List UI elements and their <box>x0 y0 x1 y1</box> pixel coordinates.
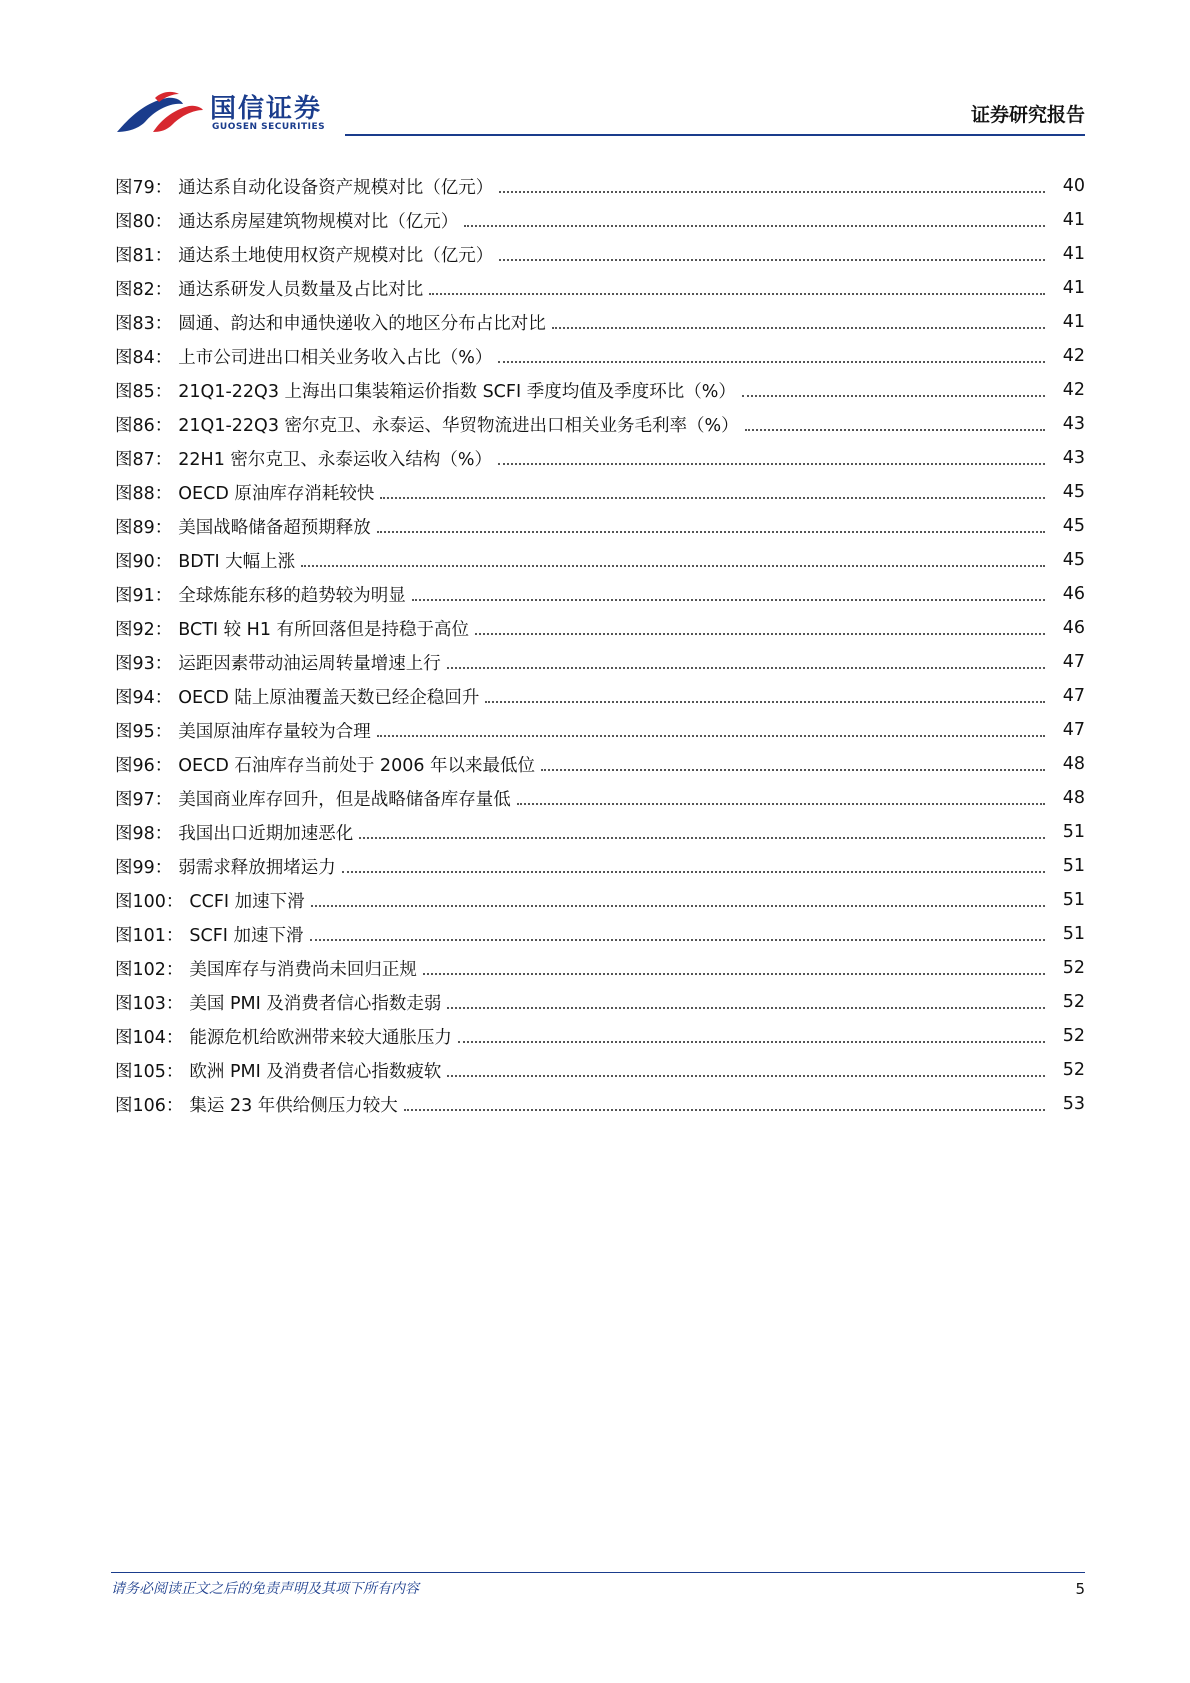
toc-entry-label: 图97： <box>115 789 173 810</box>
toc-leader-dots <box>423 972 1045 975</box>
page-number: 5 <box>1075 1580 1085 1598</box>
toc-entry-title: 美国 PMI 及消费者信心指数走弱 <box>189 993 442 1014</box>
report-type: 证券研究报告 <box>970 104 1085 126</box>
toc-entry[interactable] <box>115 577 1085 611</box>
toc-entry-page: 46 <box>1062 584 1085 604</box>
toc-entry-page: 43 <box>1062 414 1085 434</box>
toc-entry-label: 图84： <box>115 347 173 368</box>
toc-leader-dots <box>498 360 1045 363</box>
toc-entry-label: 图102： <box>115 959 184 980</box>
guosen-logo-icon <box>115 88 205 136</box>
toc-entry-title: 上市公司进出口相关业务收入占比（%） <box>178 347 493 368</box>
toc-entry[interactable] <box>115 611 1085 645</box>
toc-entry-page: 46 <box>1062 618 1085 638</box>
toc-entry[interactable] <box>115 475 1085 509</box>
toc-entry[interactable] <box>115 747 1085 781</box>
toc-leader-dots <box>541 768 1045 771</box>
toc-entry-label: 图88： <box>115 483 173 504</box>
toc-entry-page: 45 <box>1062 516 1085 536</box>
toc-entry[interactable] <box>115 781 1085 815</box>
toc-entry-title: 通达系研发人员数量及占比对比 <box>178 279 424 300</box>
toc-entry[interactable] <box>115 1053 1085 1087</box>
toc-entry-page: 51 <box>1062 856 1085 876</box>
toc-entry-page: 42 <box>1062 346 1085 366</box>
toc-entry-label: 图98： <box>115 823 173 844</box>
toc-entry-label: 图90： <box>115 551 173 572</box>
toc-entry-label: 图87： <box>115 449 173 470</box>
toc-entry[interactable] <box>115 883 1085 917</box>
toc-entry[interactable] <box>115 1087 1085 1121</box>
toc-entry-label: 图92： <box>115 619 173 640</box>
page-header <box>115 82 1085 140</box>
toc-entry-title: 圆通、韵达和申通快递收入的地区分布占比对比 <box>178 313 546 334</box>
toc-entry-label: 图81： <box>115 245 173 266</box>
toc-entry-title: 21Q1-22Q3 密尔克卫、永泰运、华贸物流进出口相关业务毛利率（%） <box>178 415 739 436</box>
toc-leader-dots <box>464 224 1045 227</box>
toc-leader-dots <box>498 462 1045 465</box>
toc-leader-dots <box>377 734 1045 737</box>
toc-leader-dots <box>412 598 1045 601</box>
toc-entry-label: 图82： <box>115 279 173 300</box>
logo-cn-text: 国信证券 <box>210 94 323 124</box>
toc-leader-dots <box>499 190 1045 193</box>
toc-entry-title: 美国战略储备超预期释放 <box>178 517 371 538</box>
toc-leader-dots <box>359 836 1045 839</box>
toc-entry-page: 52 <box>1062 958 1085 978</box>
toc-entry[interactable] <box>115 543 1085 577</box>
toc-entry-label: 图104： <box>115 1027 184 1048</box>
toc-entry-title: 全球炼能东移的趋势较为明显 <box>178 585 406 606</box>
toc-entry-title: 欧洲 PMI 及消费者信心指数疲软 <box>189 1061 442 1082</box>
toc-entry-label: 图83： <box>115 313 173 334</box>
toc-leader-dots <box>311 904 1045 907</box>
toc-entry-title: 通达系土地使用权资产规模对比（亿元） <box>178 245 494 266</box>
toc-entry-label: 图85： <box>115 381 173 402</box>
toc-entry-page: 43 <box>1062 448 1085 468</box>
toc-leader-dots <box>458 1040 1045 1043</box>
toc-entry-label: 图86： <box>115 415 173 436</box>
footer-disclaimer: 请务必阅读正文之后的免责声明及其项下所有内容 <box>111 1581 419 1597</box>
toc-entry[interactable] <box>115 373 1085 407</box>
toc-entry-title: 21Q1-22Q3 上海出口集装箱运价指数 SCFI 季度均值及季度环比（%） <box>178 381 736 402</box>
toc-entry-title: BDTI 大幅上涨 <box>178 551 296 572</box>
toc-entry-title: SCFI 加速下滑 <box>189 925 304 946</box>
toc-entry-label: 图79： <box>115 177 173 198</box>
toc-leader-dots <box>447 1074 1045 1077</box>
toc-entry[interactable] <box>115 237 1085 271</box>
toc-entry-page: 41 <box>1062 312 1085 332</box>
toc-entry-page: 47 <box>1062 720 1085 740</box>
toc-leader-dots <box>745 428 1045 431</box>
toc-entry-page: 51 <box>1062 890 1085 910</box>
toc-entry[interactable] <box>115 271 1085 305</box>
toc-entry-page: 51 <box>1062 822 1085 842</box>
toc-entry-page: 52 <box>1062 1026 1085 1046</box>
toc-entry-title: 22H1 密尔克卫、永泰运收入结构（%） <box>178 449 493 470</box>
toc-entry[interactable] <box>115 441 1085 475</box>
toc-leader-dots <box>377 530 1045 533</box>
toc-entry-label: 图94： <box>115 687 173 708</box>
toc-entry-title: 能源危机给欧洲带来较大通胀压力 <box>189 1027 452 1048</box>
toc-entry-page: 52 <box>1062 1060 1085 1080</box>
toc-entry-page: 53 <box>1062 1094 1085 1114</box>
toc-entry-page: 45 <box>1062 550 1085 570</box>
toc-entry[interactable] <box>115 951 1085 985</box>
toc-leader-dots <box>429 292 1045 295</box>
toc-entry-page: 51 <box>1062 924 1085 944</box>
toc-leader-dots <box>499 258 1045 261</box>
toc-entry-label: 图96： <box>115 755 173 776</box>
toc-entry-label: 图95： <box>115 721 173 742</box>
logo-en-text: GUOSEN SECURITIES <box>212 122 326 132</box>
toc-entry-label: 图91： <box>115 585 173 606</box>
toc-entry-title: 集运 23 年供给侧压力较大 <box>189 1095 398 1116</box>
toc-entry-title: OECD 石油库存当前处于 2006 年以来最低位 <box>178 755 536 776</box>
toc-entry-page: 48 <box>1062 788 1085 808</box>
toc-entry-page: 48 <box>1062 754 1085 774</box>
toc-leader-dots <box>742 394 1045 397</box>
toc-leader-dots <box>310 938 1045 941</box>
toc-entry[interactable] <box>115 645 1085 679</box>
toc-entry[interactable] <box>115 509 1085 543</box>
toc-leader-dots <box>404 1108 1045 1111</box>
toc-entry[interactable] <box>115 203 1085 237</box>
toc-entry[interactable] <box>115 1019 1085 1053</box>
toc-leader-dots <box>342 870 1045 873</box>
toc-entry[interactable] <box>115 849 1085 883</box>
toc-leader-dots <box>447 1006 1045 1009</box>
toc-entry-label: 图99： <box>115 857 173 878</box>
toc-entry-title: 美国库存与消费尚未回归正规 <box>189 959 417 980</box>
figure-toc-list <box>115 169 1085 1121</box>
toc-entry-label: 图105： <box>115 1061 184 1082</box>
toc-entry-label: 图80： <box>115 211 173 232</box>
toc-entry-label: 图93： <box>115 653 173 674</box>
toc-entry-page: 41 <box>1062 244 1085 264</box>
toc-entry-title: CCFI 加速下滑 <box>189 891 305 912</box>
toc-leader-dots <box>475 632 1045 635</box>
toc-entry-title: 美国商业库存回升，但是战略储备库存量低 <box>178 789 511 810</box>
toc-leader-dots <box>485 700 1045 703</box>
toc-entry-title: 美国原油库存量较为合理 <box>178 721 371 742</box>
footer-divider <box>111 1572 1085 1573</box>
toc-entry-title: 通达系房屋建筑物规模对比（亿元） <box>178 211 459 232</box>
toc-entry-page: 42 <box>1062 380 1085 400</box>
toc-entry-title: 运距因素带动油运周转量增速上行 <box>178 653 441 674</box>
toc-entry[interactable] <box>115 713 1085 747</box>
header-divider <box>345 134 1085 136</box>
toc-entry-title: 弱需求释放拥堵运力 <box>178 857 336 878</box>
company-logo <box>115 86 335 138</box>
toc-entry[interactable] <box>115 815 1085 849</box>
toc-entry-page: 47 <box>1062 652 1085 672</box>
toc-entry-label: 图89： <box>115 517 173 538</box>
toc-entry[interactable] <box>115 679 1085 713</box>
toc-entry-label: 图103： <box>115 993 184 1014</box>
toc-leader-dots <box>301 564 1045 567</box>
toc-entry[interactable] <box>115 407 1085 441</box>
toc-entry-title: OECD 陆上原油覆盖天数已经企稳回升 <box>178 687 480 708</box>
toc-entry[interactable] <box>115 305 1085 339</box>
toc-leader-dots <box>552 326 1045 329</box>
toc-leader-dots <box>517 802 1045 805</box>
toc-entry[interactable] <box>115 169 1085 203</box>
toc-entry-page: 52 <box>1062 992 1085 1012</box>
toc-entry-title: 通达系自动化设备资产规模对比（亿元） <box>178 177 494 198</box>
toc-entry-page: 47 <box>1062 686 1085 706</box>
toc-entry-label: 图101： <box>115 925 184 946</box>
toc-entry[interactable] <box>115 985 1085 1019</box>
toc-entry[interactable] <box>115 339 1085 373</box>
toc-entry-title: OECD 原油库存消耗较快 <box>178 483 375 504</box>
toc-entry-page: 45 <box>1062 482 1085 502</box>
toc-leader-dots <box>447 666 1045 669</box>
toc-entry-page: 41 <box>1062 278 1085 298</box>
toc-entry-label: 图100： <box>115 891 184 912</box>
toc-leader-dots <box>380 496 1045 499</box>
toc-entry[interactable] <box>115 917 1085 951</box>
toc-entry-title: 我国出口近期加速恶化 <box>178 823 354 844</box>
toc-entry-page: 41 <box>1062 210 1085 230</box>
toc-entry-title: BCTI 较 H1 有所回落但是持稳于高位 <box>178 619 470 640</box>
toc-entry-page: 40 <box>1062 176 1085 196</box>
toc-entry-label: 图106： <box>115 1095 184 1116</box>
